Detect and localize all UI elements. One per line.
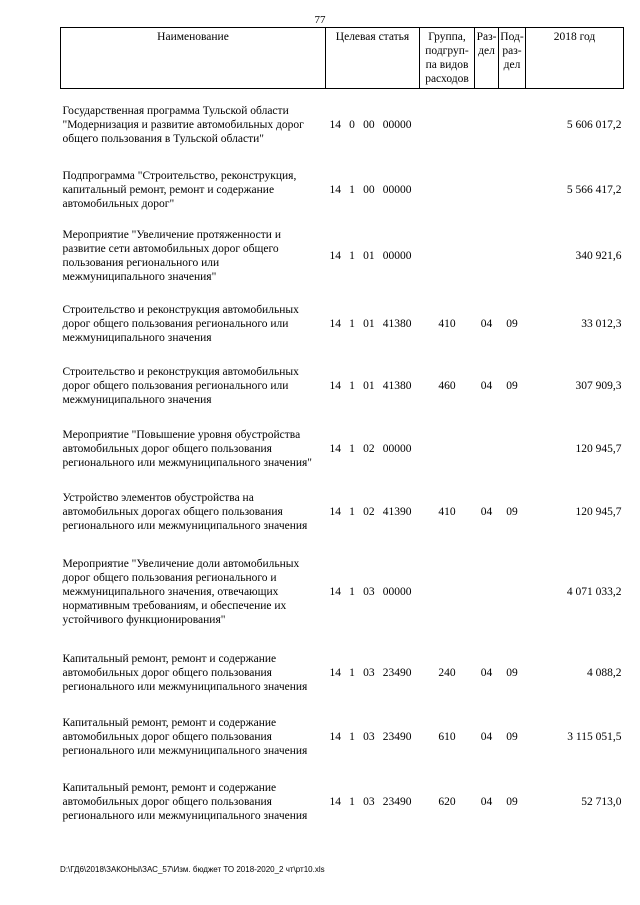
- row-amount: 5 606 017,2: [566, 118, 622, 131]
- target-code-part: 41380: [382, 317, 412, 330]
- row-section: 04: [480, 317, 493, 330]
- row-amount: 4 071 033,2: [566, 585, 622, 598]
- target-code-part: 14: [329, 730, 341, 743]
- row-target-code: [326, 705, 420, 769]
- header-group: Группа, подгруп-па видов расходов: [420, 28, 475, 89]
- row-group: [420, 417, 475, 481]
- row-name: Подпрограмма "Строительство, реконструкция, капитальный ремонт, ремонт и содержание автомобильных дорог": [62, 169, 297, 210]
- target-code-part: 00000: [382, 118, 412, 131]
- target-code-part: 14: [329, 666, 341, 679]
- row-amount: 33 012,3: [581, 317, 622, 330]
- target-code-part: 0: [349, 118, 355, 131]
- target-code-part: 1: [349, 666, 355, 679]
- row-section: [475, 219, 499, 293]
- target-code-part: 14: [329, 317, 341, 330]
- row-subsection: 09: [506, 505, 518, 518]
- target-code-part: 41380: [382, 379, 412, 392]
- row-name: Строительство и реконструкция автомобильных дорог общего пользования регионального или межмуниципального значения: [62, 365, 299, 406]
- table-row: [61, 481, 624, 543]
- row-name: Капитальный ремонт, ремонт и содержание автомобильных дорог общего пользования регионального или межмуниципального значения: [62, 652, 308, 693]
- row-subsection: [499, 161, 526, 219]
- row-section: 04: [480, 379, 493, 392]
- row-target-code: [326, 355, 420, 417]
- table-row: [61, 543, 624, 641]
- header-year: 2018 год: [526, 28, 624, 89]
- row-subsection: 09: [506, 795, 518, 808]
- row-group: 410: [438, 505, 456, 518]
- target-code-part: 01: [363, 379, 375, 392]
- row-group: 460: [438, 379, 456, 392]
- row-section: 04: [480, 730, 493, 743]
- row-target-code: [326, 417, 420, 481]
- table-row: [61, 641, 624, 705]
- target-code-part: 1: [349, 730, 355, 743]
- row-section: 04: [480, 505, 493, 518]
- target-code-part: 14: [329, 183, 341, 196]
- row-target-code: [326, 293, 420, 355]
- row-name: Мероприятие "Увеличение доли автомобильных дорог общего пользования регионального и межмуниципального значения, отвечающих нормативным требованиям, и обеспечение их устойчивого функционирования": [62, 557, 300, 626]
- row-target-code: [326, 641, 420, 705]
- row-amount: 52 713,0: [581, 795, 622, 808]
- target-code-part: 03: [363, 666, 375, 679]
- target-code-part: 1: [349, 317, 355, 330]
- row-name: Государственная программа Тульской области "Модернизация и развитие автомобильных дорог общего пользования в Тульской области": [62, 104, 304, 145]
- row-group: 620: [438, 795, 456, 808]
- table-row: [61, 417, 624, 481]
- row-name: Строительство и реконструкция автомобильных дорог общего пользования регионального или межмуниципального значения: [62, 303, 299, 344]
- page-number: 77: [314, 14, 326, 26]
- row-group: 410: [438, 317, 456, 330]
- row-group: [420, 161, 475, 219]
- target-code-part: 1: [349, 585, 355, 598]
- header-target: Целевая статья: [326, 28, 420, 89]
- target-code-part: 00: [363, 183, 375, 196]
- row-target-code: [326, 481, 420, 543]
- target-code-part: 1: [349, 505, 355, 518]
- header-subsection: Под-раз-дел: [499, 28, 526, 89]
- row-amount: 4 088,2: [587, 666, 622, 679]
- row-group: [420, 89, 475, 161]
- target-code-part: 02: [363, 505, 375, 518]
- row-target-code: [326, 89, 420, 161]
- row-subsection: [499, 219, 526, 293]
- row-target-code: [326, 219, 420, 293]
- row-subsection: [499, 543, 526, 641]
- row-section: [475, 89, 499, 161]
- target-code-part: 00000: [382, 442, 412, 455]
- table-row: [61, 355, 624, 417]
- row-section: [475, 417, 499, 481]
- row-amount: 340 921,6: [575, 249, 622, 262]
- row-group: [420, 219, 475, 293]
- target-code-part: 1: [349, 183, 355, 196]
- target-code-part: 14: [329, 118, 341, 131]
- row-name: Капитальный ремонт, ремонт и содержание автомобильных дорог общего пользования регионального или межмуниципального значения: [62, 716, 308, 757]
- table-row: [61, 293, 624, 355]
- row-subsection: 09: [506, 379, 518, 392]
- target-code-part: 00000: [382, 249, 412, 262]
- row-group: 240: [438, 666, 456, 679]
- row-name: Устройство элементов обустройства на автомобильных дорогах общего пользования регионального или межмуниципального значения: [62, 491, 308, 532]
- target-code-part: 23490: [382, 666, 412, 679]
- row-section: 04: [480, 795, 493, 808]
- target-code-part: 1: [349, 442, 355, 455]
- target-code-part: 03: [363, 585, 375, 598]
- table-row: [61, 705, 624, 769]
- target-code-part: 03: [363, 795, 375, 808]
- row-amount: 3 115 051,5: [567, 730, 622, 743]
- row-name: Мероприятие "Повышение уровня обустройства автомобильных дорог общего пользования регионального или межмуниципального значения": [62, 428, 312, 469]
- target-code-part: 14: [329, 379, 341, 392]
- target-code-part: 02: [363, 442, 375, 455]
- file-path-footer: D:\ГД6\2018\ЗАКОНЫ\ЗАС_57\Изм. бюджет ТО 2018-2020_2 чт\рт10.xls: [60, 865, 325, 874]
- target-code-part: 41390: [382, 505, 412, 518]
- table-row: [61, 219, 624, 293]
- target-code-part: 14: [329, 795, 341, 808]
- row-section: [475, 161, 499, 219]
- row-amount: 120 945,7: [575, 505, 622, 518]
- row-section: 04: [480, 666, 493, 679]
- table-header-row: [61, 28, 624, 89]
- table-row: [61, 769, 624, 835]
- row-amount: 5 566 417,2: [566, 183, 622, 196]
- row-group: [420, 543, 475, 641]
- target-code-part: 00000: [382, 183, 412, 196]
- row-section: [475, 543, 499, 641]
- target-code-part: 01: [363, 317, 375, 330]
- row-subsection: 09: [506, 666, 518, 679]
- target-code-part: 03: [363, 730, 375, 743]
- target-code-part: 1: [349, 795, 355, 808]
- table-row: [61, 161, 624, 219]
- target-code-part: 01: [363, 249, 375, 262]
- row-amount: 120 945,7: [575, 442, 622, 455]
- row-name: Капитальный ремонт, ремонт и содержание автомобильных дорог общего пользования регионального или межмуниципального значения: [62, 781, 308, 822]
- row-group: 610: [438, 730, 456, 743]
- row-subsection: 09: [506, 730, 518, 743]
- target-code-part: 1: [349, 249, 355, 262]
- row-subsection: [499, 417, 526, 481]
- budget-table: [60, 27, 624, 835]
- row-subsection: 09: [506, 317, 518, 330]
- row-target-code: [326, 161, 420, 219]
- row-target-code: [326, 543, 420, 641]
- target-code-part: 1: [349, 379, 355, 392]
- row-amount: 307 909,3: [575, 379, 622, 392]
- target-code-part: 14: [329, 249, 341, 262]
- target-code-part: 23490: [382, 730, 412, 743]
- target-code-part: 14: [329, 442, 341, 455]
- target-code-part: 00000: [382, 585, 412, 598]
- target-code-part: 00: [363, 118, 375, 131]
- row-subsection: [499, 89, 526, 161]
- table-row: [61, 89, 624, 161]
- row-target-code: [326, 769, 420, 835]
- target-code-part: 14: [329, 585, 341, 598]
- target-code-part: 14: [329, 505, 341, 518]
- target-code-part: 23490: [382, 795, 412, 808]
- header-section: Раз-дел: [475, 28, 499, 89]
- row-name: Мероприятие "Увеличение протяженности и развитие сети автомобильных дорог общего пользования регионального или межмуниципального значения": [62, 228, 281, 283]
- header-name: Наименование: [61, 28, 326, 89]
